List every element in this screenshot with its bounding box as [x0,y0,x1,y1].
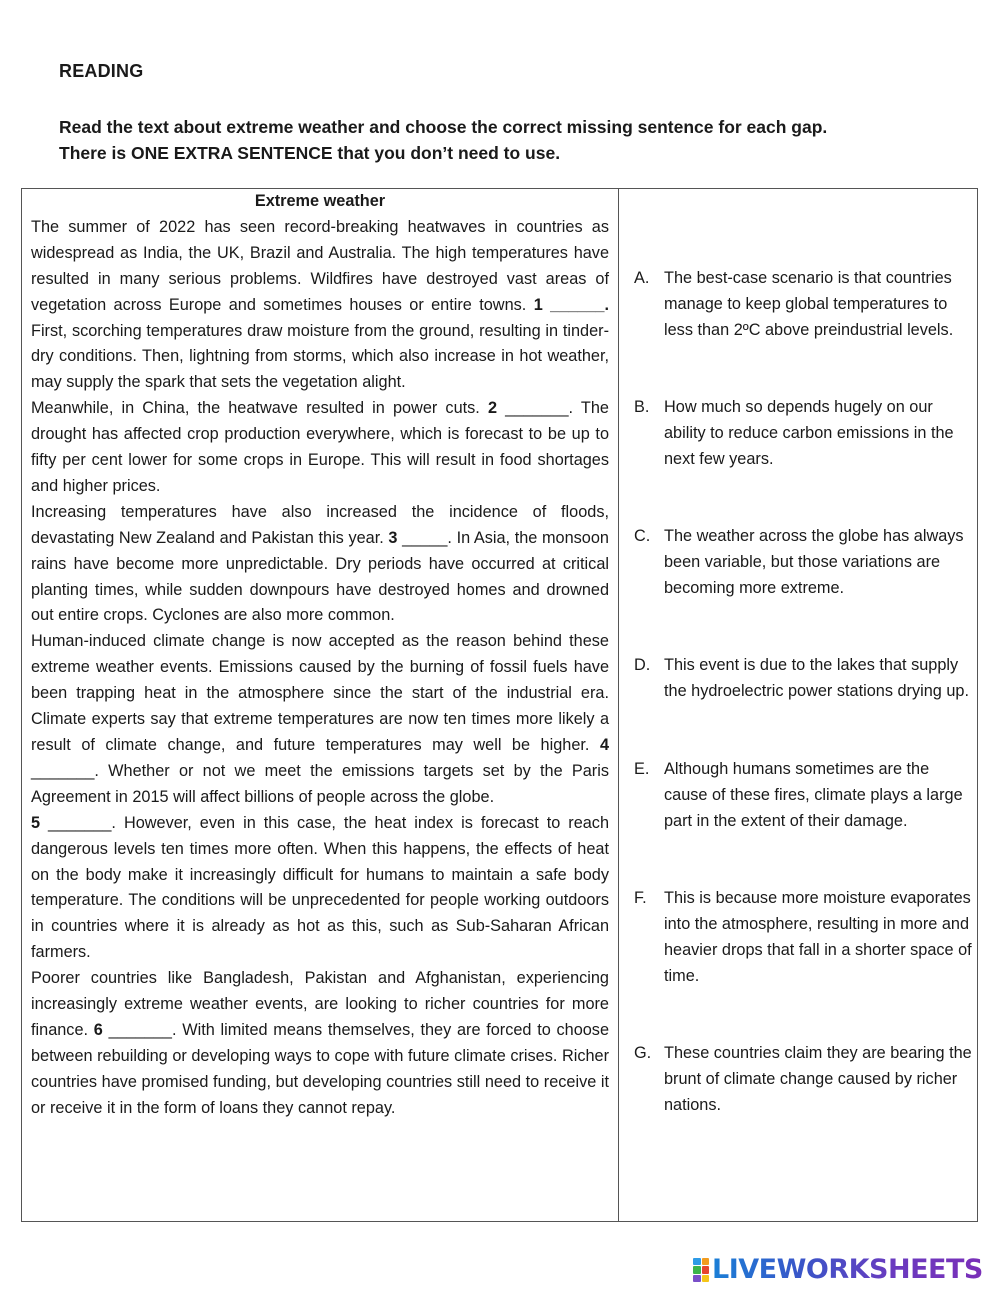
paragraph-text: However, even in this case, the heat index is forecast to reach dangerous levels ten times more often. When this happens, the effects of heat on the body make it increasingly difficult for humans to maintain a safe body temperature. The conditions will be unprecedented for people working outdoors in countries where it is already as hot as this, such as Sub-Saharan African farmers. [31,813,609,962]
logo-block [693,1266,701,1273]
option-e [634,757,974,835]
gap-3-blank[interactable]: _____. [402,528,452,547]
option-d [634,653,974,705]
gap-5-blank[interactable]: _______. [48,813,116,832]
article-paragraph [31,215,609,396]
option-text: This event is due to the lakes that supply the hydroelectric power stations drying up. [664,656,969,700]
instructions [59,114,959,166]
instruction-line: Read the text about extreme weather and choose the correct missing sentence for each gap. [59,117,828,137]
paragraph-text: The summer of 2022 has seen record-breaking heatwaves in countries as widespread as India, the UK, Brazil and Australia. The high temperatures have resulted in many serious problems. Wildfires have destroyed vast areas of vegetation across Europe and sometimes houses or entire towns. [31,217,609,314]
logo-block [702,1258,710,1265]
gap-number: 3 [388,528,398,547]
logo-mark-icon [693,1258,709,1282]
gap-4-blank[interactable]: _______. [31,761,99,780]
option-a [634,266,974,344]
option-text: The weather across the globe has always been variable, but those variations are becoming more extreme. [664,527,964,597]
option-letter: C. [634,527,651,545]
paragraph-text: Increasing temperatures have also increased the incidence of floods, devastating New Zealand and Pakistan this year. [31,502,609,547]
article-paragraph [31,811,609,966]
paragraph-text: Whether or not we meet the emissions targets set by the Paris Agreement in 2015 will affect billions of people across the globe. [31,761,609,806]
option-f [634,886,974,990]
option-text: Although humans sometimes are the cause of these fires, climate plays a large part in the extent of their damage. [664,760,963,830]
instruction-line: There is ONE EXTRA SENTENCE that you don’t need to use. [59,143,561,163]
section-title: READING [59,61,144,81]
paragraph-text: First, scorching temperatures draw moisture from the ground, resulting in tinder-dry conditions. Then, lightning from storms, which also increase in hot weather, may supply the spark that sets the vegetation alight. [31,321,609,392]
paragraph-text: Human-induced climate change is now accepted as the reason behind these extreme weather events. Emissions caused by the burning of fossil fuels have been trapping heat in the atmosphere since the start of the industrial era. Climate experts say that extreme temperatures are now ten times more likely a result of climate change, and future temperatures may well be higher. [31,632,609,755]
logo-block [693,1258,701,1265]
option-letter: F. [634,889,647,907]
paragraph-text: With limited means themselves, they are forced to choose between rebuilding or developing ways to cope with future climate crises. Richer countries have promised funding, but developing countries still need to receive it or receive it in the form of loans they cannot repay. [31,1020,609,1117]
logo-block [702,1275,710,1282]
liveworksheets-logo[interactable] [693,1254,983,1286]
option-b [634,395,974,473]
gap-2-blank[interactable]: _______. [505,399,574,418]
option-letter: B. [634,398,650,416]
article-paragraph [31,966,609,1121]
option-letter: G. [634,1044,652,1062]
article-paragraph [31,500,609,630]
column-divider [618,189,619,1221]
option-text: How much so depends hugely on our ability to reduce carbon emissions in the next few years. [664,398,954,468]
option-text: These countries claim they are bearing the brunt of climate change caused by richer nations. [664,1044,972,1114]
option-text: This is because more moisture evaporates into the atmosphere, resulting in more and heavier drops that fall in a shorter space of time. [664,889,972,985]
article-text [31,189,609,1122]
option-text: The best-case scenario is that countries manage to keep global temperatures to less than 2ºC above preindustrial levels. [664,269,954,339]
logo-block [702,1266,710,1273]
option-g [634,1041,974,1119]
option-letter: D. [634,656,651,674]
logo-text: LIVEWORKSHEETS [712,1254,983,1285]
gap-number: 1 [533,295,543,314]
article-title: Extreme weather [254,192,386,210]
gap-1-blank[interactable]: ______. [550,295,609,314]
option-letter: E. [634,760,650,778]
gap-6-blank[interactable]: _______. [108,1020,177,1039]
gap-number: 6 [93,1020,103,1039]
article-paragraph [31,396,609,500]
paragraph-text: Poorer countries like Bangladesh, Pakistan and Afghanistan, experiencing increasingly extreme weather events, are looking to richer countries for more finance. [31,969,609,1039]
paragraph-text: Meanwhile, in China, the heatwave resulted in power cuts. [31,399,480,418]
gap-number: 4 [599,736,610,755]
article-paragraph [31,629,609,810]
gap-number: 2 [487,399,498,418]
logo-block [693,1275,701,1282]
option-letter: A. [634,269,650,287]
option-c [634,524,974,602]
gap-number: 5 [31,813,41,832]
paragraph-text: The drought has affected crop production everywhere, which is forecast to be up to fifty per cent lower for some crops in Europe. This will result in food shortages and higher prices. [31,399,609,495]
paragraph-text: In Asia, the monsoon rains have become more unpredictable. Dry periods have occurred at critical planting times, while sudden downpours have destroyed homes and drowned out entire crops. Cyclones are also more common. [31,528,609,625]
